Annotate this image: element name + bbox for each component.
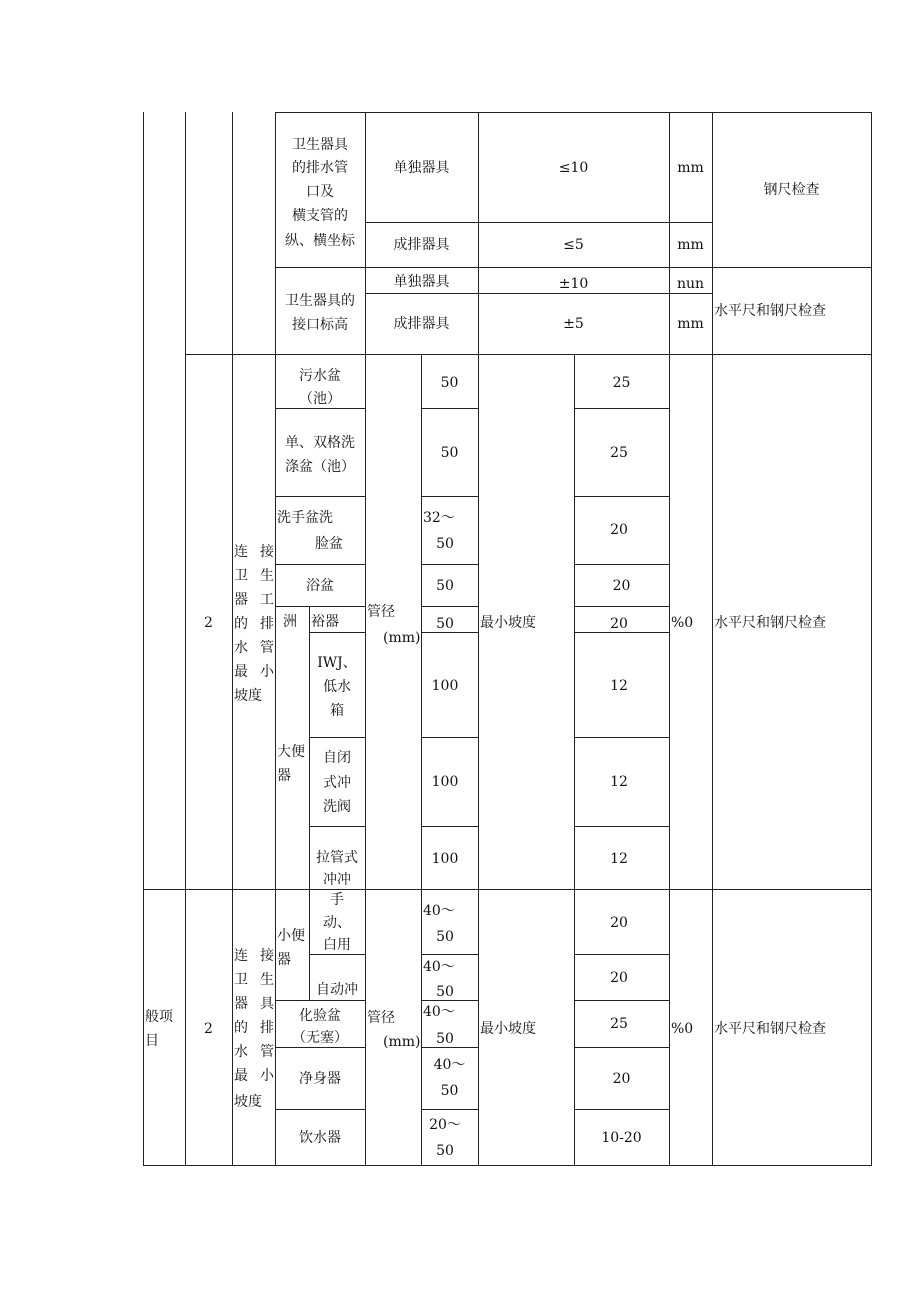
fixture-name: 式冲	[323, 775, 351, 791]
fixture-name: （无塞）	[292, 1030, 348, 1046]
fixture-name: 低水	[323, 679, 351, 695]
slope-value: 12	[610, 774, 628, 790]
slope2-title-left: 卫	[234, 972, 248, 988]
rule	[185, 354, 872, 355]
slope1-title-right: 接	[260, 544, 274, 560]
slope1-title-left: 坡度	[234, 688, 262, 704]
method-label: 水平尺和钢尺检查	[714, 615, 826, 631]
slope2-title-right: 具	[260, 996, 274, 1012]
diameter-value: 40～	[423, 903, 455, 919]
rule	[574, 1109, 670, 1110]
diameter-value: 40～	[423, 959, 455, 975]
diameter-value: 50	[436, 616, 454, 632]
fixture-name: （池）	[299, 391, 341, 407]
diameter-value: 50	[436, 1143, 454, 1159]
elev-single-value: ±10	[558, 276, 589, 292]
slope2-title-left: 连	[234, 948, 248, 964]
row-number: 2	[204, 615, 213, 631]
elev-method: 水平尺和钢尺检查	[714, 303, 826, 319]
rule	[574, 408, 670, 409]
pipe-label: 管径	[367, 604, 395, 620]
diameter-value: 50	[436, 536, 454, 552]
rule	[574, 826, 670, 827]
fixture-name: 浴盆	[306, 578, 334, 594]
slope-value: 20	[610, 616, 628, 632]
fixture-name: IWJ、	[317, 655, 357, 671]
slope-label: 最小坡度	[480, 615, 536, 631]
rule	[574, 354, 575, 1166]
slope2-title-left: 水	[234, 1044, 248, 1060]
slope2-title-right: 排	[260, 1020, 274, 1036]
rule	[421, 496, 479, 497]
slope2-title-right: 接	[260, 948, 274, 964]
slope-value: 25	[612, 375, 631, 391]
rule	[421, 606, 479, 607]
diameter-value: 50	[440, 1083, 459, 1099]
coord-item-line: 卫生器具	[292, 137, 348, 153]
fixture-name: 冲冲	[323, 872, 351, 888]
slope-value: 20	[612, 578, 631, 594]
row-number: 2	[204, 1021, 213, 1037]
section-label: 般项目	[145, 1009, 173, 1049]
fixture-name: 白用	[323, 937, 351, 953]
unit-label: %0	[671, 615, 694, 631]
elev-group-label: 成排器具	[393, 316, 450, 332]
diameter-value: 50	[440, 375, 459, 391]
elev-single-unit: nun	[676, 276, 705, 292]
pipe-unit: (mm)	[383, 630, 421, 646]
pipe-unit: (mm)	[383, 1034, 421, 1050]
rule	[143, 889, 872, 890]
rule	[365, 222, 713, 223]
slope2-title-right: 小	[260, 1068, 274, 1084]
rule	[574, 496, 670, 497]
rule	[574, 564, 670, 565]
coord-group-unit: mm	[677, 237, 704, 253]
pipe-label: 管径	[367, 1010, 395, 1026]
coord-item-line: 口及	[306, 184, 334, 200]
fixture-name: 拉管式	[316, 850, 358, 866]
rule	[421, 737, 479, 738]
rule	[421, 564, 479, 565]
slope1-title-left: 连	[234, 544, 248, 560]
slope-value: 12	[610, 851, 628, 867]
slope1-title-right: 管	[260, 640, 274, 656]
rule	[309, 826, 365, 827]
fixture-name: 裕器	[311, 614, 339, 630]
fixture-name: 脸盆	[315, 536, 343, 552]
slope1-title-left: 器	[234, 592, 248, 608]
slope-value: 20	[612, 1071, 631, 1087]
diameter-value: 40～	[433, 1057, 466, 1073]
slope-value: 20	[610, 970, 628, 986]
rule	[421, 826, 479, 827]
coord-group-label: 成排器具	[393, 237, 450, 253]
rule	[421, 408, 479, 409]
dabianqi-label: 大便器	[277, 744, 305, 784]
diameter-value: 50	[436, 984, 454, 1000]
slope1-title-right: 小	[260, 664, 274, 680]
rule	[669, 112, 670, 1166]
fixture-name: 化验盆	[299, 1008, 341, 1024]
rule	[712, 112, 713, 1166]
rule	[574, 954, 670, 955]
diameter-value: 32～	[423, 510, 455, 526]
slope1-title-left: 的	[234, 616, 248, 632]
rule	[275, 606, 365, 607]
coord-group-value: ≤5	[563, 237, 584, 253]
slope-value: 10-20	[601, 1130, 642, 1146]
diameter-value: 20～	[429, 1117, 461, 1133]
fixture-name: 洗手盆洗	[277, 510, 333, 526]
slope-value: 20	[610, 915, 628, 931]
rule	[232, 112, 233, 1166]
rule	[574, 737, 670, 738]
diameter-value: 50	[440, 445, 459, 461]
elev-group-unit: mm	[677, 316, 704, 332]
coord-item-line: 的排水管	[292, 160, 348, 176]
rule	[574, 606, 670, 607]
unit-label: %0	[671, 1021, 694, 1037]
elev-single-label: 单独器具	[393, 274, 450, 290]
coord-method: 钢尺检查	[763, 182, 820, 198]
fixture-name: 污水盆	[299, 368, 341, 384]
slope-value: 20	[610, 522, 628, 538]
diameter-value: 100	[431, 774, 459, 790]
elev-item-line: 接口标高	[292, 317, 348, 333]
xiaobianqi-label: 小便器	[277, 928, 305, 968]
slope2-title-left: 坡度	[234, 1094, 262, 1110]
diameter-value: 50	[436, 578, 454, 594]
rule	[574, 1047, 670, 1048]
coord-item-line: 横支管的	[292, 208, 348, 224]
rule	[185, 112, 186, 1166]
rule	[143, 1165, 872, 1166]
rule	[275, 496, 365, 497]
fixture-name: 自闭	[323, 750, 351, 766]
fixture-name: 动、	[323, 915, 351, 931]
slope2-title-left: 的	[234, 1020, 248, 1036]
elev-item-line: 卫生器具的	[285, 293, 355, 309]
rule	[143, 112, 144, 1166]
fixture-name: 洲	[283, 614, 297, 630]
diameter-value: 100	[431, 851, 459, 867]
slope1-title-right: 工	[260, 592, 274, 608]
rule	[421, 1109, 479, 1110]
slope-value: 12	[610, 678, 628, 694]
coord-item-line: 纵、横坐标	[285, 233, 355, 249]
fixture-name: 箱	[330, 703, 344, 719]
slope-value: 25	[610, 1016, 628, 1032]
fixture-name: 洗阀	[323, 799, 351, 815]
method-label: 水平尺和钢尺检查	[714, 1021, 826, 1037]
coord-single-unit: mm	[677, 160, 704, 176]
slope1-title-left: 水	[234, 640, 248, 656]
fixture-name: 净身器	[299, 1071, 341, 1087]
slope2-title-right: 管	[260, 1044, 274, 1060]
rule	[574, 1000, 670, 1001]
diameter-value: 100	[431, 678, 459, 694]
slope2-title-left: 最	[234, 1068, 248, 1084]
diameter-value: 50	[436, 929, 454, 945]
slope2-title-right: 生	[260, 972, 274, 988]
diameter-value: 50	[436, 1031, 454, 1047]
fixture-name: 饮水器	[299, 1130, 341, 1146]
fixture-name: 手	[330, 892, 344, 908]
fixture-name: 单、双格洗	[285, 435, 355, 451]
rule	[478, 354, 479, 1166]
diameter-value: 40～	[423, 1004, 455, 1020]
rule	[871, 112, 872, 1166]
coord-single-label: 单独器具	[393, 160, 450, 176]
rule	[275, 564, 365, 565]
slope2-title-left: 器	[234, 996, 248, 1012]
slope-value: 25	[610, 445, 628, 461]
slope1-title-right: 生	[260, 568, 274, 584]
coord-single-value: ≤10	[558, 160, 589, 176]
rule	[309, 737, 365, 738]
fixture-name: 涤盆（池）	[285, 459, 355, 475]
rule	[275, 1109, 365, 1110]
slope1-title-left: 卫	[234, 568, 248, 584]
slope1-title-right: 排	[260, 616, 274, 632]
slope-label: 最小坡度	[480, 1021, 536, 1037]
fixture-name: 自动冲	[316, 982, 358, 998]
elev-group-value: ±5	[563, 316, 584, 332]
slope1-title-left: 最	[234, 664, 248, 680]
